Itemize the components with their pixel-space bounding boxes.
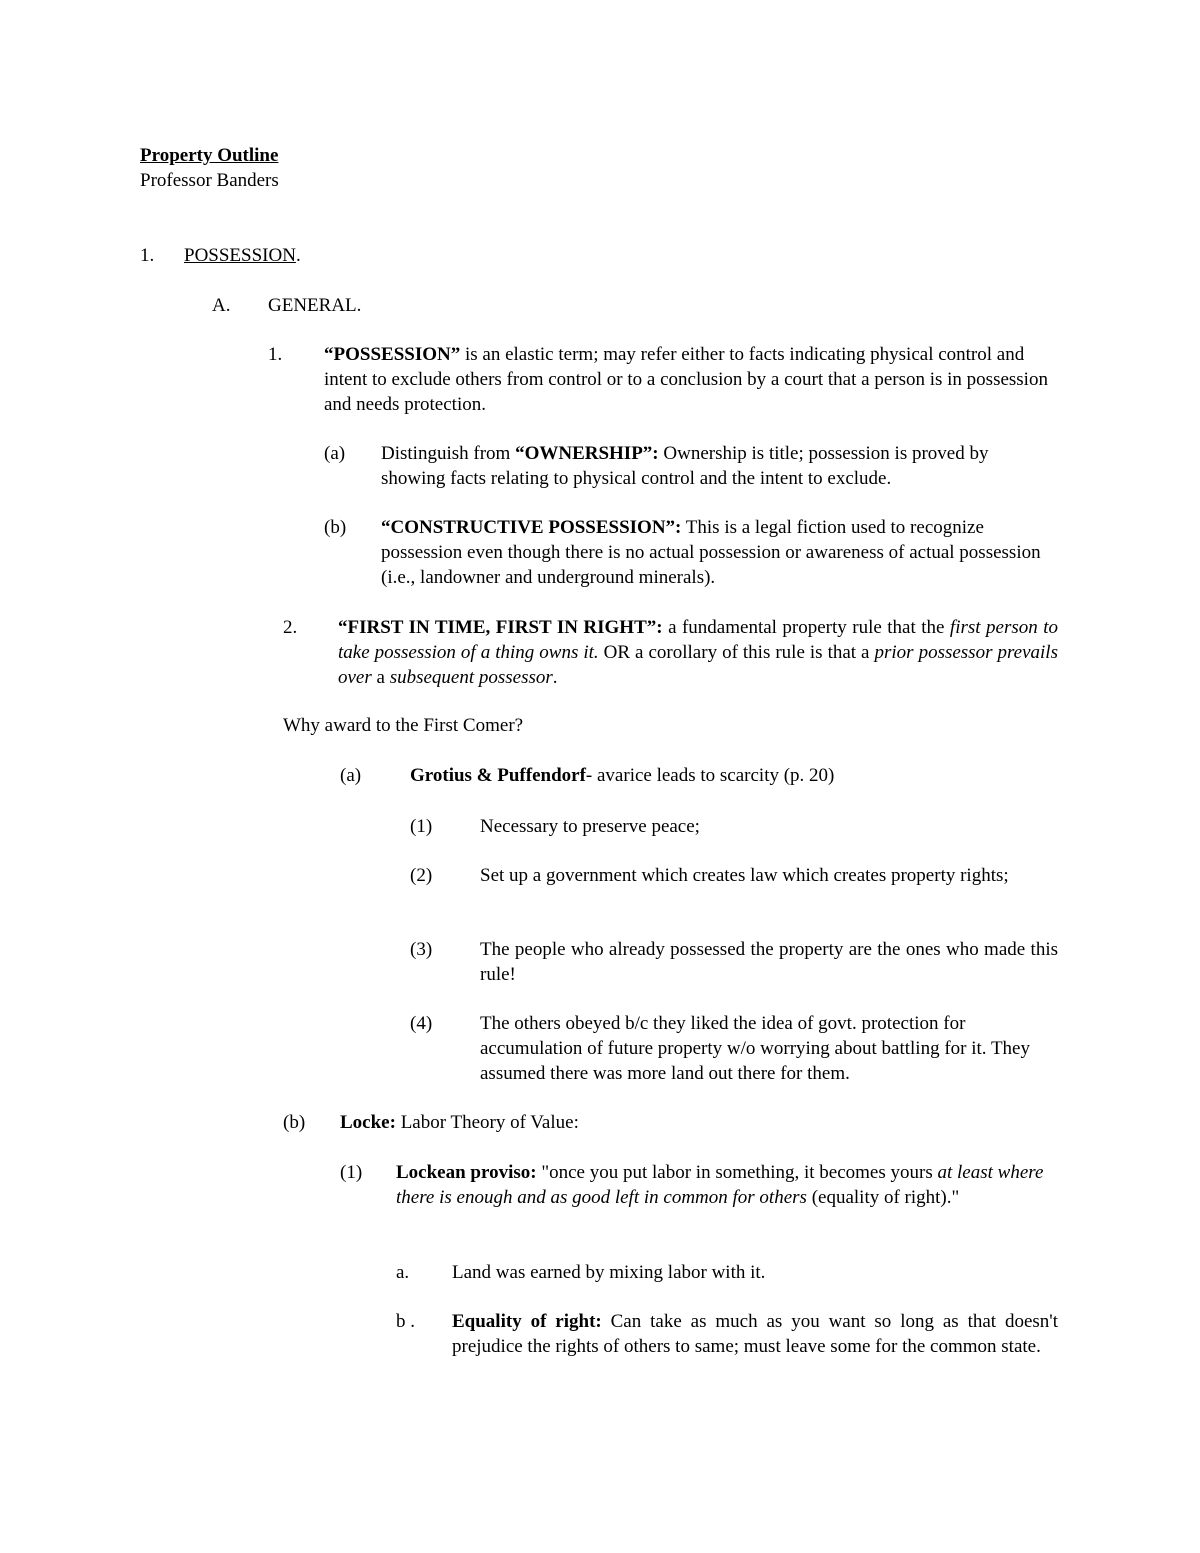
item-2-text-2: OR a corollary of this rule is that a: [598, 642, 875, 663]
locke-b-number: b .: [396, 1311, 415, 1332]
locke-b-text: Can take as much as you want so long as that doesn't prejudice the rights of others to same; must leave some for the common state.: [452, 1311, 1058, 1357]
item-1-paragraph: [324, 342, 1054, 417]
item-1a-text: Ownership is title; possession is proved by showing facts relating to physical control and the intent to exclude.: [381, 443, 989, 489]
item-1b-text: This is a legal fiction used to recognize possession even though there is no actual possession or awareness of actual possession (i.e., landowner and underground minerals).: [381, 517, 1041, 588]
item-2-number: 2.: [283, 617, 298, 638]
section-1-punct: .: [295, 245, 301, 266]
section-1-number: 1.: [140, 245, 155, 266]
proviso-text-2: (equality of right).": [806, 1187, 960, 1208]
item-2-italic-3: subsequent possessor: [389, 667, 553, 688]
item-1b-term: “CONSTRUCTIVE POSSESSION”:: [381, 517, 682, 538]
item-2-italic-1: first person to take possession of a thing owns it.: [338, 617, 1058, 663]
item-2-italic-2: prior possessor prevails over: [338, 642, 1058, 688]
item-1-number: 1.: [268, 344, 283, 365]
item-2-text-3: a: [371, 667, 390, 688]
item-1a-term: “OWNERSHIP”:: [515, 443, 659, 464]
item-1a-lead: Distinguish from: [381, 443, 516, 464]
why-question: Why award to the First Comer?: [283, 715, 524, 736]
item-1a-number: (a): [324, 443, 346, 464]
locke-b-paragraph: [452, 1309, 1058, 1359]
grotius-item-4-text: The others obeyed b/c they liked the idea of govt. protection for accumulation of future property w/o worrying about battling for it. They assumed there was more land out there for them.: [480, 1013, 1030, 1084]
grotius-item-3-number: (3): [410, 939, 433, 960]
item-2-paragraph: [338, 615, 1058, 690]
grotius-item-3-text: The people who already possessed the property are the ones who made this rule!: [480, 939, 1058, 985]
proviso-number: (1): [340, 1162, 363, 1183]
grotius-term: Grotius & Puffendorf: [410, 765, 586, 786]
item-1b-number: (b): [324, 517, 347, 538]
section-1-label: POSSESSION: [184, 245, 296, 266]
grotius-item-4-number: (4): [410, 1013, 433, 1034]
locke-b-term: Equality of right:: [452, 1311, 602, 1332]
grotius-paragraph: [410, 763, 1060, 788]
proviso-term: Lockean proviso:: [396, 1162, 537, 1183]
locke-term: Locke:: [340, 1112, 396, 1133]
grotius-item-2-number: (2): [410, 865, 433, 886]
item-1-term: “POSSESSION”: [324, 344, 461, 365]
document-title: Property Outline: [140, 145, 279, 166]
locke-a-text: Land was earned by mixing labor with it.: [452, 1262, 766, 1283]
proviso-text-1: "once you put labor in something, it becomes yours: [536, 1162, 938, 1183]
locke-text: Labor Theory of Value:: [395, 1112, 579, 1133]
proviso-italic: at least where there is enough and as good left in common for others: [396, 1162, 1044, 1208]
section-A-heading: GENERAL.: [268, 295, 362, 316]
locke-paragraph: [340, 1110, 1058, 1135]
item-2-text-4: .: [552, 667, 558, 688]
section-1-heading: [184, 243, 301, 268]
item-1b-paragraph: [381, 515, 1049, 590]
section-A-number: A.: [212, 295, 231, 316]
proviso-paragraph: [396, 1160, 1056, 1210]
grotius-item-1-number: (1): [410, 816, 433, 837]
professor-name: Professor Banders: [140, 170, 279, 191]
item-2-term: “FIRST IN TIME, FIRST IN RIGHT”:: [338, 617, 663, 638]
locke-number: (b): [283, 1112, 306, 1133]
item-2-text-1: a fundamental property rule that the: [662, 617, 950, 638]
grotius-number: (a): [340, 765, 362, 786]
locke-a-number: a.: [396, 1262, 410, 1283]
grotius-item-1-text: Necessary to preserve peace;: [480, 816, 700, 837]
grotius-text: - avarice leads to scarcity (p. 20): [585, 765, 835, 786]
grotius-item-2-text: Set up a government which creates law which creates property rights;: [480, 865, 1009, 886]
item-1a-paragraph: [381, 441, 1051, 491]
item-1-text: is an elastic term; may refer either to facts indicating physical control and intent to exclude others from control or to a conclusion by a court that a person is in possession and needs protection.: [324, 344, 1048, 415]
